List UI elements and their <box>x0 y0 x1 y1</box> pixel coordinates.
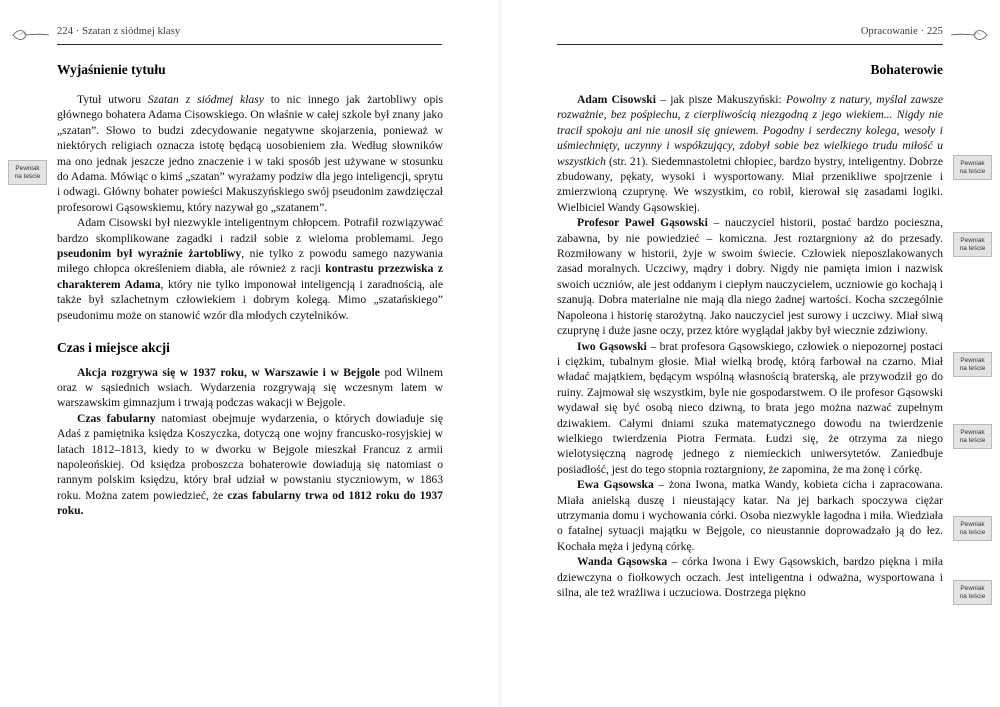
side-tab-label-line2: na teście <box>959 244 986 252</box>
side-tab-label-line1: Pewniak <box>960 160 985 167</box>
flourish-ornament-icon <box>12 27 50 43</box>
paragraph: Akcja rozgrywa się w 1937 roku, w Warszawie i w Bejgole pod Wilnem oraz w sąsiednich wsiach. Wydarzenia rozgrywają się wczesnym latem w warszawskim gimnazjum i trwają podczas wakacji w Bejgole. <box>57 365 443 410</box>
left-page-text-column <box>57 92 443 519</box>
paragraph: Adam Cisowski – jak pisze Makuszyński: Powolny z natury, myślał zawsze rozważnie, bez pośpiechu, z cierpliwością niezgodną z jego wiekiem... Nigdy nie tracił spokoju ani nie unosił się gniewem. Pogodny i serdeczny kolega, wesoły i uśmiechnięty, uczynny i wspókzujący, zdobył sobie bez wielkiego trudu miłość u wszystkich (str. 21). Siedemnastoletni chłopiec, bardzo bystry, inteligentny. Dobrze zbudowany, pękaty, wysoki i wysportowany. Miał przenikliwe spojrzenie i zmierzwioną czuprynę. We wszystkim, co robił, kierował się zasadami logiki. Wielbiciel Wandy Gąsowskiej. <box>557 93 943 214</box>
side-tab-pewniak-na-tescie <box>953 424 992 449</box>
paragraph: Ewa Gąsowska – żona Iwona, matka Wandy, kobieta cicha i zapracowana. Miała anielską duszę i nieustający katar. Na jej barkach spoczywa ciężar utrzymania domu i wychowania córki. Osoba niezwykle łagodna i miła. Wiedziała o fatalnej sytuacji majątku w Bejgole, co nieustannie doprowadzało ją do łez. Kochała męża i jedyną córkę. <box>557 478 944 553</box>
side-tab-pewniak-na-tescie <box>8 160 47 185</box>
side-tab-label-line2: na teście <box>959 167 986 175</box>
side-tab-label-line1: Pewniak <box>960 585 985 592</box>
section-title-right: Bohaterowie <box>870 62 943 77</box>
side-tab-label-line1: Pewniak <box>15 165 40 172</box>
side-tab-pewniak-na-tescie <box>953 352 992 377</box>
side-tab-pewniak-na-tescie <box>953 516 992 541</box>
flourish-ornament-icon <box>950 27 988 43</box>
right-page-text-column <box>557 92 943 600</box>
running-head-left: 224 · Szatan z siódmej klasy <box>57 26 181 37</box>
side-tab-label-line1: Pewniak <box>960 237 985 244</box>
subsection-title-left: Czas i miejsce akcji <box>57 340 170 356</box>
side-tab-label-line1: Pewniak <box>960 357 985 364</box>
side-tab-label-line2: na teście <box>14 172 41 180</box>
paragraph: Tytuł utworu Szatan z siódmej klasy to nic innego jak żartobliwy opis głównego bohatera Adama Cisowskiego. On właśnie w całej szkole był znany jako „szatan”. Słowo to budzi zdecydowanie negatywne skojarzenia, ponieważ w niektórych religiach oznacza istotę będącą uosobieniem zła. Według słowników ma ono jednak jeszcze jedno znaczenie i w taki sposób jest używane w stosunku do Adama. Mówiąc o kimś „szatan” wyrażamy podziw dla jego inteligencji, sprytu i odwagi. Główny bohater powieści Makuszyńskiego swój pseudonim zawdzięczał profesorowi Gąsowskiemu, który nazywał go „szatanem”. <box>57 93 443 214</box>
header-rule-right <box>557 44 943 45</box>
paragraph: Adam Cisowski był niezwykle inteligentnym chłopcem. Potrafił rozwiązywać bardzo skomplikowane zagadki i radził sobie z wieloma problemami. Jego pseudonim był wyraźnie żartobliwy, nie tylko z powodu samego nazywania miłego chłopca określeniem diabła, ale również z racji kontrastu przezwiska z charakterem Adama, który nie tylko imponował inteligencją i zaradnością, ale także był szlachetnym człowiekiem i dobrym kolegą. Mimo „szatańskiego” pseudonimu może on stanowić wzór dla młodych czytelników. <box>57 216 443 322</box>
paragraph: Iwo Gąsowski – brat profesora Gąsowskiego, człowiek o niepozornej postaci i ciężkim, tubalnym głosie. Miał wielką brodę, którą farbował na czarno. Miał władać majątkiem, będącym wspólną własnością braterską, ale przywodził go do ruiny. Zajmował się wszystkim, byle nie gospodarstwem. O ile profesor Gąsowski wydawał się być osobą nieco dziwną, to brata jego można nazwać zupełnym dziwakiem. Całymi dniami szuka matematycznego dowodu na twierdzenie wielkiego twierdzenia Piotra Fermata. Łudzi się, że otrzyma za niego wielotysięczną nagrodę jednego z niemieckich uniwersytetów. Zaniedbuje posiadłość, jest do tego stopnia roztargniony, że zapomina, że ma żonę i córkę. <box>557 339 943 476</box>
paragraph: Czas fabularny natomiast obejmuje wydarzenia, o których dowiaduje się Adaś z pamiętnika księdza Koszyczka, dotyczą one wojny francusko-rosyjskiej w latach 1812–1813, kiedy to w dworku w Bejgole mieszkał Francuz z armii napoleońskiej. Od księdza proboszcza bohaterowie dowiadują się natomiast o rannym polskim księdzu, który brał udział w powstaniu styczniowym, w 1863 roku. Można zatem powiedzieć, że czas fabularny trwa od 1812 roku do 1937 roku. <box>57 411 443 518</box>
side-tab-label-line1: Pewniak <box>960 521 985 528</box>
side-tab-pewniak-na-tescie <box>953 580 992 605</box>
side-tab-label-line2: na teście <box>959 592 986 600</box>
side-tab-label-line2: na teście <box>959 528 986 536</box>
side-tab-pewniak-na-tescie <box>953 232 992 257</box>
header-rule-left <box>57 44 442 45</box>
book-spine <box>497 0 503 707</box>
section-title-left: Wyjaśnienie tytułu <box>57 62 166 77</box>
side-tab-pewniak-na-tescie <box>953 155 992 180</box>
paragraph: Wanda Gąsowska – córka Iwona i Ewy Gąsowskich, bardzo piękna i miła dziewczyna o fiołkowych oczach. Jest inteligentna i odważna, wysportowana i silna, ale też wrażliwa i uczuciowa. Dostrzega piękno <box>557 555 943 599</box>
side-tab-label-line2: na teście <box>959 364 986 372</box>
side-tab-label-line2: na teście <box>959 436 986 444</box>
running-head-right: Opracowanie · 225 <box>860 26 943 37</box>
paragraph: Profesor Paweł Gąsowski – nauczyciel historii, postać bardzo pocieszna, zabawna, by nie powiedzieć – komiczna. Jest roztargniony aż do przesady. Rozmiłowany w historii, żyje w swoim świecie. Człowiek nieposzlakowanych zasad moralnych. Uczciwy, mądry i dobry. Nigdy nie pamięta imion i nazwisk swoich uczniów, ale jest oddanym i ciepłym nauczycielem, uczniowie go kochają i szanują. Dobra materialne nie mają dla niego żadnej wartości. Kocha szczególnie Napoleona i historię starożytną. Jako nauczyciel jest surowy i uczciwy. Miał siwą czuprynę i duże jasne oczy, przez które wyglądał jakby był wiecznie zdziwiony. <box>557 216 943 338</box>
side-tab-label-line1: Pewniak <box>960 429 985 436</box>
